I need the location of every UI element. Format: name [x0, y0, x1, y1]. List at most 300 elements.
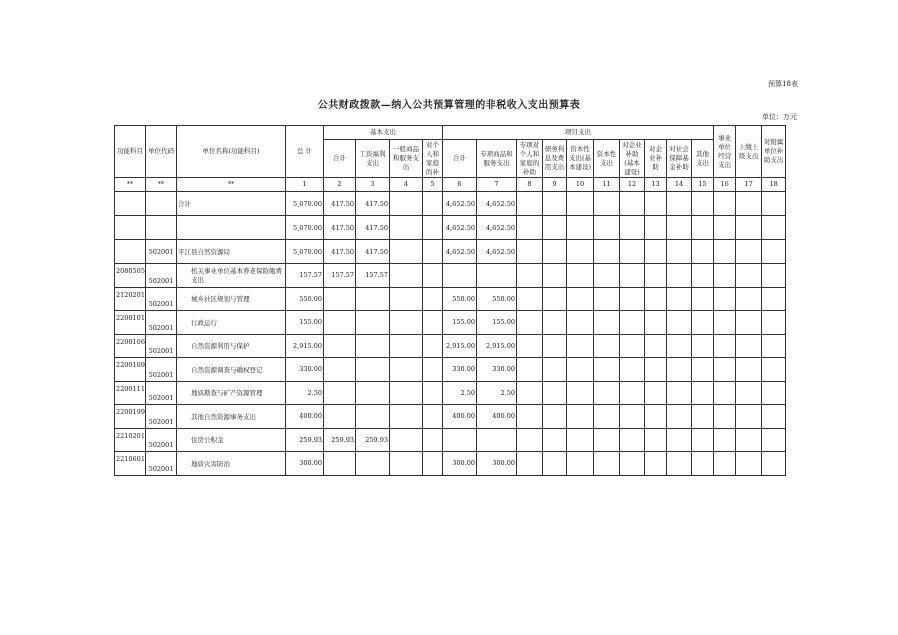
index-cell: 13 [645, 178, 667, 192]
empty-cell [667, 287, 692, 311]
salary-cell: 157.57 [356, 264, 390, 288]
empty-cell [645, 216, 667, 240]
table-row [115, 287, 786, 311]
header-sub: 对附属单位补助支出 [762, 126, 786, 178]
empty-cell [692, 240, 714, 264]
index-cell: 5 [423, 178, 443, 192]
header-salary: 工资福利支出 [356, 140, 390, 178]
table-row [115, 405, 786, 429]
empty-cell [667, 240, 692, 264]
table-row [115, 428, 786, 452]
proj-goods-cell: 400.00 [477, 405, 517, 429]
empty-cell [667, 358, 692, 382]
func-code-cell [115, 240, 146, 264]
goods-cell [390, 192, 423, 216]
proj-total-cell: 155.00 [443, 311, 477, 335]
empty-cell [645, 428, 667, 452]
empty-cell [567, 192, 594, 216]
header-enterprise: 对企业补助 [645, 140, 667, 178]
empty-cell [714, 264, 736, 288]
empty-cell [594, 428, 620, 452]
unit-name-cell: 地质勘查与矿产资源管理 [177, 381, 286, 405]
basic-total-cell: 417.50 [324, 240, 356, 264]
empty-cell [543, 240, 567, 264]
empty-cell [645, 240, 667, 264]
table-row [115, 452, 786, 476]
index-cell: 15 [692, 178, 714, 192]
page-number: 预算18表 [768, 80, 798, 88]
unit-code-cell: 502001 [146, 287, 177, 311]
empty-cell [762, 452, 786, 476]
func-code-cell: 2200199 [115, 405, 146, 429]
unit-code-cell: 502001 [146, 240, 177, 264]
empty-cell [567, 216, 594, 240]
personal-cell [423, 264, 443, 288]
salary-cell: 417.50 [356, 240, 390, 264]
unit-code-cell: 502001 [146, 381, 177, 405]
header-personal: 对个人和家庭的补 [423, 140, 443, 178]
empty-cell [543, 192, 567, 216]
unit-code-cell: 502001 [146, 264, 177, 288]
index-cell: ** [115, 178, 146, 192]
salary-cell [356, 452, 390, 476]
empty-cell [736, 287, 762, 311]
empty-cell [736, 405, 762, 429]
personal-cell [423, 240, 443, 264]
header-func-code: 功能科目 [115, 126, 146, 178]
empty-cell [594, 216, 620, 240]
empty-cell [762, 428, 786, 452]
proj-total-cell: 330.00 [443, 358, 477, 382]
empty-cell [594, 452, 620, 476]
empty-cell [517, 452, 543, 476]
personal-cell [423, 311, 443, 335]
empty-cell [692, 287, 714, 311]
proj-goods-cell: 155.00 [477, 311, 517, 335]
empty-cell [714, 334, 736, 358]
index-cell: 16 [714, 178, 736, 192]
goods-cell [390, 240, 423, 264]
empty-cell [517, 240, 543, 264]
empty-cell [667, 192, 692, 216]
index-cell: 4 [390, 178, 423, 192]
empty-cell [594, 311, 620, 335]
total-cell: 5,070.00 [286, 192, 324, 216]
empty-cell [620, 381, 645, 405]
index-cell: 12 [620, 178, 645, 192]
empty-cell [594, 287, 620, 311]
empty-cell [762, 334, 786, 358]
func-code-cell: 2120201 [115, 287, 146, 311]
header-other: 其他支出 [692, 140, 714, 178]
unit-code-cell [146, 216, 177, 240]
budget-table [114, 125, 786, 476]
empty-cell [543, 264, 567, 288]
proj-goods-cell: 330.00 [477, 358, 517, 382]
goods-cell [390, 358, 423, 382]
empty-cell [517, 428, 543, 452]
empty-cell [736, 192, 762, 216]
basic-total-cell: 417.50 [324, 192, 356, 216]
proj-goods-cell: 4,652.50 [477, 192, 517, 216]
unit-name-cell: 自然资源调查与确权登记 [177, 358, 286, 382]
proj-goods-cell: 300.00 [477, 452, 517, 476]
salary-cell [356, 334, 390, 358]
empty-cell [692, 405, 714, 429]
unit-name-cell: 行政运行 [177, 311, 286, 335]
empty-cell [692, 358, 714, 382]
unit-name-cell: 合计 [177, 192, 286, 216]
empty-cell [692, 192, 714, 216]
func-code-cell: 2210601 [115, 452, 146, 476]
proj-goods-cell: 4,652.50 [477, 216, 517, 240]
total-cell: 300.00 [286, 452, 324, 476]
total-cell: 330.00 [286, 358, 324, 382]
empty-cell [736, 334, 762, 358]
personal-cell [423, 192, 443, 216]
empty-cell [714, 428, 736, 452]
empty-cell [692, 216, 714, 240]
empty-cell [567, 311, 594, 335]
header-social: 对社会保障基金补助 [667, 140, 692, 178]
goods-cell [390, 264, 423, 288]
empty-cell [714, 192, 736, 216]
unit-name-cell: 其他自然资源事务支出 [177, 405, 286, 429]
empty-cell [645, 405, 667, 429]
empty-cell [692, 381, 714, 405]
proj-goods-cell: 2,915.00 [477, 334, 517, 358]
empty-cell [762, 264, 786, 288]
unit-name-cell: 机关事业单位基本养老保险缴费支出 [177, 264, 286, 288]
empty-cell [543, 311, 567, 335]
salary-cell [356, 405, 390, 429]
unit-name-cell: 平江县自然资源局 [177, 240, 286, 264]
proj-total-cell: 4,652.50 [443, 240, 477, 264]
empty-cell [517, 264, 543, 288]
empty-cell [645, 287, 667, 311]
empty-cell [645, 452, 667, 476]
personal-cell [423, 358, 443, 382]
empty-cell [762, 240, 786, 264]
total-cell: 2.50 [286, 381, 324, 405]
unit-code-cell: 502001 [146, 405, 177, 429]
proj-total-cell: 550.00 [443, 287, 477, 311]
empty-cell [594, 405, 620, 429]
empty-cell [594, 192, 620, 216]
empty-cell [620, 405, 645, 429]
unit-name-cell: 住房公积金 [177, 428, 286, 452]
index-row [115, 178, 786, 192]
salary-cell [356, 358, 390, 382]
salary-cell [356, 287, 390, 311]
table-row [115, 381, 786, 405]
unit-name-cell: 地质灾害防治 [177, 452, 286, 476]
header-enterprise-infra: 对企业补助(基本建设) [620, 140, 645, 178]
empty-cell [517, 381, 543, 405]
unit-code-cell: 502001 [146, 334, 177, 358]
empty-cell [543, 334, 567, 358]
header-capital-infra: 资本性支出(基本建设) [567, 140, 594, 178]
empty-cell [517, 216, 543, 240]
empty-cell [714, 287, 736, 311]
unit-code-cell: 502001 [146, 311, 177, 335]
salary-cell: 417.50 [356, 192, 390, 216]
empty-cell [620, 334, 645, 358]
func-code-cell: 2210201 [115, 428, 146, 452]
table-row [115, 264, 786, 288]
empty-cell [620, 240, 645, 264]
proj-total-cell [443, 264, 477, 288]
empty-cell [667, 334, 692, 358]
header-unit-code: 单位代码 [146, 126, 177, 178]
goods-cell [390, 452, 423, 476]
goods-cell [390, 428, 423, 452]
empty-cell [692, 264, 714, 288]
empty-cell [667, 264, 692, 288]
empty-cell [762, 287, 786, 311]
empty-cell [594, 334, 620, 358]
empty-cell [714, 452, 736, 476]
empty-cell [517, 405, 543, 429]
empty-cell [736, 381, 762, 405]
proj-goods-cell: 4,652.50 [477, 240, 517, 264]
empty-cell [762, 381, 786, 405]
empty-cell [567, 452, 594, 476]
empty-cell [714, 358, 736, 382]
empty-cell [594, 358, 620, 382]
empty-cell [736, 311, 762, 335]
proj-total-cell: 2.50 [443, 381, 477, 405]
empty-cell [620, 428, 645, 452]
goods-cell [390, 287, 423, 311]
table-row [115, 311, 786, 335]
empty-cell [714, 405, 736, 429]
index-cell: 11 [594, 178, 620, 192]
header-proj-personal: 专项对个人和家庭的补助 [517, 140, 543, 178]
header-goods: 一般商品和服务支出 [390, 140, 423, 178]
total-cell: 157.57 [286, 264, 324, 288]
empty-cell [692, 311, 714, 335]
header-basic-total: 合计 [324, 140, 356, 178]
proj-total-cell: 2,915.00 [443, 334, 477, 358]
func-code-cell: 2080505 [115, 264, 146, 288]
empty-cell [736, 452, 762, 476]
personal-cell [423, 287, 443, 311]
unit-code-cell [146, 192, 177, 216]
empty-cell [620, 264, 645, 288]
empty-cell [543, 452, 567, 476]
empty-cell [762, 358, 786, 382]
basic-total-cell [324, 287, 356, 311]
total-cell: 155.00 [286, 311, 324, 335]
proj-total-cell: 400.00 [443, 405, 477, 429]
empty-cell [620, 216, 645, 240]
empty-cell [736, 216, 762, 240]
func-code-cell: 2200106 [115, 334, 146, 358]
table-row [115, 334, 786, 358]
empty-cell [714, 240, 736, 264]
header-upper: 上缴上级支出 [736, 126, 762, 178]
basic-total-cell: 157.57 [324, 264, 356, 288]
empty-cell [543, 381, 567, 405]
empty-cell [620, 452, 645, 476]
salary-cell: 259.93 [356, 428, 390, 452]
goods-cell [390, 334, 423, 358]
func-code-cell: 2200109 [115, 358, 146, 382]
unit-code-cell: 502001 [146, 358, 177, 382]
basic-total-cell [324, 334, 356, 358]
goods-cell [390, 405, 423, 429]
proj-goods-cell [477, 264, 517, 288]
empty-cell [736, 358, 762, 382]
total-cell: 5,070.00 [286, 216, 324, 240]
header-project: 项目支出 [443, 126, 714, 140]
empty-cell [667, 405, 692, 429]
empty-cell [692, 452, 714, 476]
empty-cell [543, 358, 567, 382]
empty-cell [567, 405, 594, 429]
total-cell: 2,915.00 [286, 334, 324, 358]
personal-cell [423, 381, 443, 405]
index-cell: 9 [543, 178, 567, 192]
empty-cell [714, 381, 736, 405]
proj-goods-cell: 2.50 [477, 381, 517, 405]
header-basic: 基本支出 [324, 126, 443, 140]
proj-goods-cell: 550.00 [477, 287, 517, 311]
empty-cell [567, 264, 594, 288]
empty-cell [567, 240, 594, 264]
header-total: 总 计 [286, 126, 324, 178]
personal-cell [423, 216, 443, 240]
empty-cell [645, 264, 667, 288]
header-debt: 债务利息及费用支出 [543, 140, 567, 178]
func-code-cell [115, 216, 146, 240]
header-unit-name: 单位名称(功能科目) [177, 126, 286, 178]
empty-cell [762, 405, 786, 429]
empty-cell [762, 311, 786, 335]
unit-name-cell [177, 216, 286, 240]
empty-cell [543, 428, 567, 452]
empty-cell [620, 192, 645, 216]
empty-cell [517, 334, 543, 358]
total-cell: 5,070.00 [286, 240, 324, 264]
total-cell: 400.00 [286, 405, 324, 429]
header-proj-total: 合计 [443, 140, 477, 178]
header-career: 事业单位经营支出 [714, 126, 736, 178]
empty-cell [620, 358, 645, 382]
empty-cell [620, 311, 645, 335]
goods-cell [390, 381, 423, 405]
index-cell: 17 [736, 178, 762, 192]
index-cell: ** [177, 178, 286, 192]
empty-cell [517, 311, 543, 335]
proj-total-cell [443, 428, 477, 452]
empty-cell [692, 334, 714, 358]
basic-total-cell: 417.50 [324, 216, 356, 240]
empty-cell [567, 381, 594, 405]
empty-cell [594, 240, 620, 264]
proj-total-cell: 4,652.50 [443, 192, 477, 216]
empty-cell [517, 192, 543, 216]
empty-cell [594, 381, 620, 405]
unit-code-cell: 502001 [146, 452, 177, 476]
func-code-cell: 2200101 [115, 311, 146, 335]
total-cell: 259.93 [286, 428, 324, 452]
unit-name-cell: 城乡社区规划与管理 [177, 287, 286, 311]
empty-cell [567, 428, 594, 452]
index-cell: 14 [667, 178, 692, 192]
empty-cell [667, 452, 692, 476]
empty-cell [667, 311, 692, 335]
basic-total-cell [324, 452, 356, 476]
goods-cell [390, 311, 423, 335]
empty-cell [736, 240, 762, 264]
empty-cell [667, 381, 692, 405]
empty-cell [567, 358, 594, 382]
table-row [115, 240, 786, 264]
salary-cell: 417.50 [356, 216, 390, 240]
unit-name-cell: 自然资源利用与保护 [177, 334, 286, 358]
empty-cell [645, 192, 667, 216]
index-cell: 10 [567, 178, 594, 192]
personal-cell [423, 334, 443, 358]
goods-cell [390, 216, 423, 240]
empty-cell [645, 334, 667, 358]
empty-cell [762, 216, 786, 240]
basic-total-cell [324, 358, 356, 382]
personal-cell [423, 405, 443, 429]
empty-cell [645, 311, 667, 335]
empty-cell [714, 216, 736, 240]
index-cell: 2 [324, 178, 356, 192]
personal-cell [423, 452, 443, 476]
header-capital: 资本性支出 [594, 140, 620, 178]
func-code-cell: 2200111 [115, 381, 146, 405]
header-proj-goods: 专项商品和服务支出 [477, 140, 517, 178]
empty-cell [543, 287, 567, 311]
empty-cell [645, 381, 667, 405]
empty-cell [567, 287, 594, 311]
empty-cell [620, 287, 645, 311]
basic-total-cell [324, 311, 356, 335]
unit-label: 单位：万元 [762, 113, 797, 121]
empty-cell [667, 428, 692, 452]
empty-cell [762, 192, 786, 216]
empty-cell [594, 264, 620, 288]
table-row [115, 192, 786, 216]
empty-cell [692, 428, 714, 452]
salary-cell [356, 311, 390, 335]
index-cell: 7 [477, 178, 517, 192]
proj-total-cell: 4,652.50 [443, 216, 477, 240]
empty-cell [567, 334, 594, 358]
index-cell: 18 [762, 178, 786, 192]
page-title: 公共财政拨款—纳入公共预算管理的非税收入支出预算表 [317, 100, 581, 111]
table-row [115, 216, 786, 240]
personal-cell [423, 428, 443, 452]
index-cell: 3 [356, 178, 390, 192]
empty-cell [667, 216, 692, 240]
table-body [115, 192, 786, 476]
func-code-cell [115, 192, 146, 216]
basic-total-cell [324, 381, 356, 405]
basic-total-cell: 259.93 [324, 428, 356, 452]
index-cell: ** [146, 178, 177, 192]
empty-cell [543, 405, 567, 429]
empty-cell [736, 264, 762, 288]
index-cell: 6 [443, 178, 477, 192]
empty-cell [517, 287, 543, 311]
